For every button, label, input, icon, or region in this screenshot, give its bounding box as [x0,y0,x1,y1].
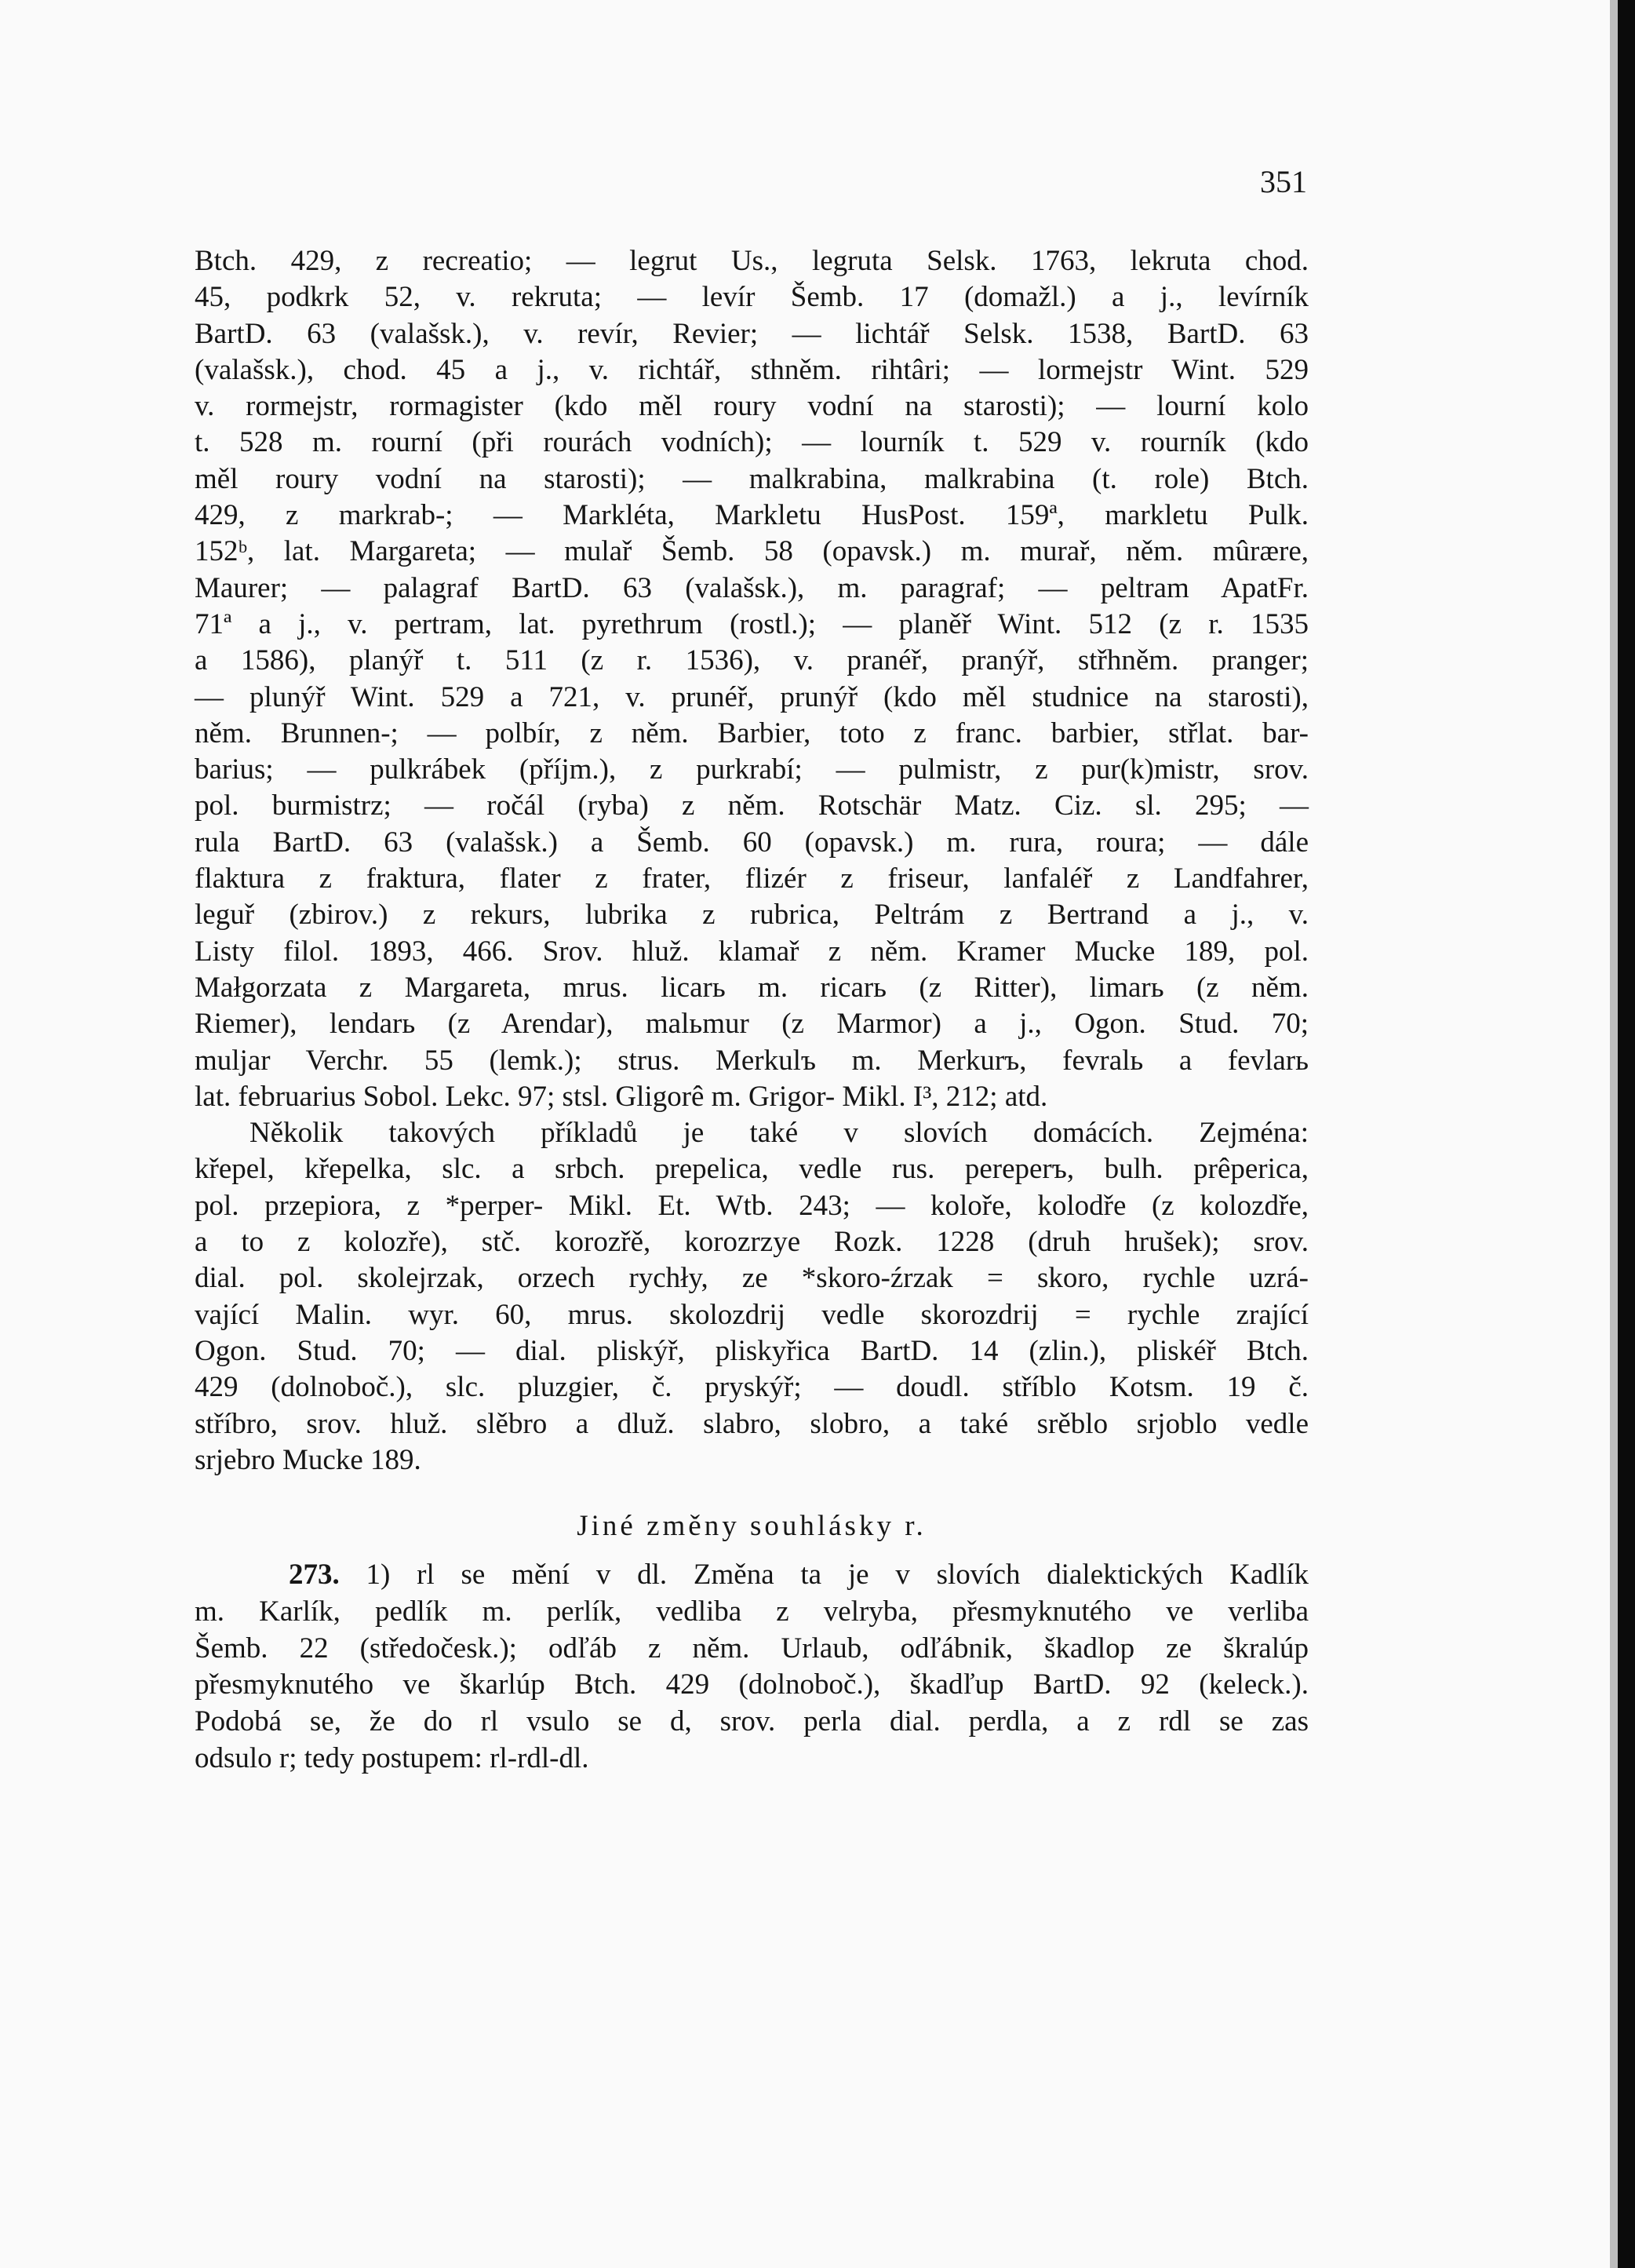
text-line: v. rormejstr, rormagister (kdo měl roury vodní na starosti); — lourní kolo [195,390,1309,423]
text-line: Małgorzata z Margareta, mrus. licarь m. ricarь (z Ritter), limarь (z něm. [195,971,1309,1004]
section-number: 273. [289,1559,340,1592]
text-line: srjebro Mucke 189. [195,1443,421,1476]
text-line: Šemb. 22 (středočesk.); odľáb z něm. Urlaub, odľábnik, škadlop ze škralúp [195,1632,1309,1665]
text-line: pol. burmistrz; — ročál (ryba) z něm. Rotschär Matz. Ciz. sl. 295; — [195,789,1309,822]
text-line-content: 1) rl se mění v dl. Změna ta je v slovích dialektických Kadlík [366,1559,1309,1592]
text-line: 429, z markrab-; — Markléta, Markletu HusPost. 159ª, markletu Pulk. [195,499,1309,532]
text-line: Btch. 429, z recreatio; — legrut Us., legruta Selsk. 1763, lekruta chod. [195,245,1309,277]
text-line: 429 (dolnoboč.), slc. pluzgier, č. pryskýř; — doudl. stříblo Kotsm. 19 č. [195,1371,1309,1404]
text-line: barius; — pulkrábek (příjm.), z purkrabí; — pulmistr, z pur(k)mistr, srov. [195,753,1309,786]
text-line: a to z kolozře), stč. korozřě, korozrzye Rozk. 1228 (druh hrušek); srov. [195,1226,1309,1259]
text-line: měl roury vodní na starosti); — malkrabina, malkrabina (t. role) Btch. [195,462,1309,495]
text-line: — plunýř Wint. 529 a 721, v. prunéř, prunýř (kdo měl studnice na starosti), [195,680,1309,713]
paragraph-273 [195,1557,1309,1778]
text-line: Ogon. Stud. 70; — dial. pliskýř, pliskyřica BartD. 14 (zlin.), pliskéř Btch. [195,1334,1309,1367]
text-line: 152ᵇ, lat. Margareta; — mulař Šemb. 58 (opavsk.) m. murař, něm. mûrære, [195,535,1309,568]
text-line: muljar Verchr. 55 (lemk.); strus. Merkulъ m. Merkurъ, fevralь a fevlarь [195,1044,1309,1077]
body-text [195,243,1309,1778]
page-number: 351 [1260,164,1307,199]
text-line: m. Karlík, pedlík m. perlík, vedliba z velryba, přesmyknutého ve verliba [195,1595,1309,1628]
text-line: flaktura z fraktura, flater z frater, flizér z friseur, lanfaléř z Landfahrer, [195,862,1309,895]
text-line: Listy filol. 1893, 466. Srov. hluž. klamař z něm. Kramer Mucke 189, pol. [195,935,1309,968]
paragraph-domestic-words [195,1115,1309,1479]
text-line: stříbro, srov. hluž. slěbro a dluž. slabro, slobro, a také srěblo srjoblo vedle [195,1407,1309,1440]
text-line: Několik takových příkladů je také v slovích domácích. Zejména: [249,1117,1309,1150]
text-line: něm. Brunnen-; — polbír, z něm. Barbier, toto z franc. barbier, střlat. bar- [195,716,1309,749]
text-line [195,1557,1309,1594]
text-line: t. 528 m. rourní (při rourách vodních); — lourník t. 529 v. rourník (kdo [195,426,1309,459]
text-line: přesmyknutého ve škarlúp Btch. 429 (dolnoboč.), škadľup BartD. 92 (keleck.). [195,1668,1309,1701]
text-line: Maurer; — palagraf BartD. 63 (valašsk.), m. paragraf; — peltram ApatFr. [195,571,1309,604]
text-line: Riemer), lendarь (z Arendar), malьmur (z Marmor) a j., Ogon. Stud. 70; [195,1008,1309,1041]
text-line: a 1586), planýř t. 511 (z r. 1536), v. pranéř, pranýř, střhněm. pranger; [195,644,1309,677]
scan-edge-border [1618,0,1635,2268]
text-line: 71ª a j., v. pertram, lat. pyrethrum (rostl.); — planěř Wint. 512 (z r. 1535 [195,607,1309,640]
text-line: odsulo r; tedy postupem: rl-rdl-dl. [195,1742,589,1775]
text-line: (valašsk.), chod. 45 a j., v. richtář, sthněm. rihtâri; — lormejstr Wint. 529 [195,353,1309,386]
text-line: lat. februarius Sobol. Lekc. 97; stsl. Gligorê m. Grigor- Mikl. I³, 212; atd. [195,1080,1048,1113]
text-line: BartD. 63 (valašsk.), v. revír, Revier; — lichtář Selsk. 1538, BartD. 63 [195,317,1309,350]
text-line: dial. pol. skolejrzak, orzech rychły, ze *skoro-źrzak = skoro, rychle uzrá- [195,1262,1309,1295]
paragraph-loanwords [195,243,1309,1115]
section-heading: Jiné změny souhlásky r. [577,1510,927,1543]
scan-edge-shadow [1610,0,1618,2268]
text-line: pol. przepiora, z *perper- Mikl. Et. Wtb. 243; — koloře, kolodře (z kolozdře, [195,1189,1309,1222]
text-line: leguř (zbirov.) z rekurs, lubrika z rubrica, Peltrám z Bertrand a j., v. [195,899,1309,932]
text-line: Podobá se, že do rl vsulo se d, srov. perla dial. perdla, a z rdl se zas [195,1705,1309,1738]
text-line: rula BartD. 63 (valašsk.) a Šemb. 60 (opavsk.) m. rura, roura; — dále [195,826,1309,859]
text-line: křepel, křepelka, slc. a srbch. prepelica, vedle rus. pereperъ, bulh. prêperica, [195,1153,1309,1186]
text-line: vající Malin. wyr. 60, mrus. skolozdrij vedle skorozdrij = rychle zrající [195,1298,1309,1331]
text-line: 45, podkrk 52, v. rekruta; — levír Šemb. 17 (domažl.) a j., levírník [195,281,1309,314]
